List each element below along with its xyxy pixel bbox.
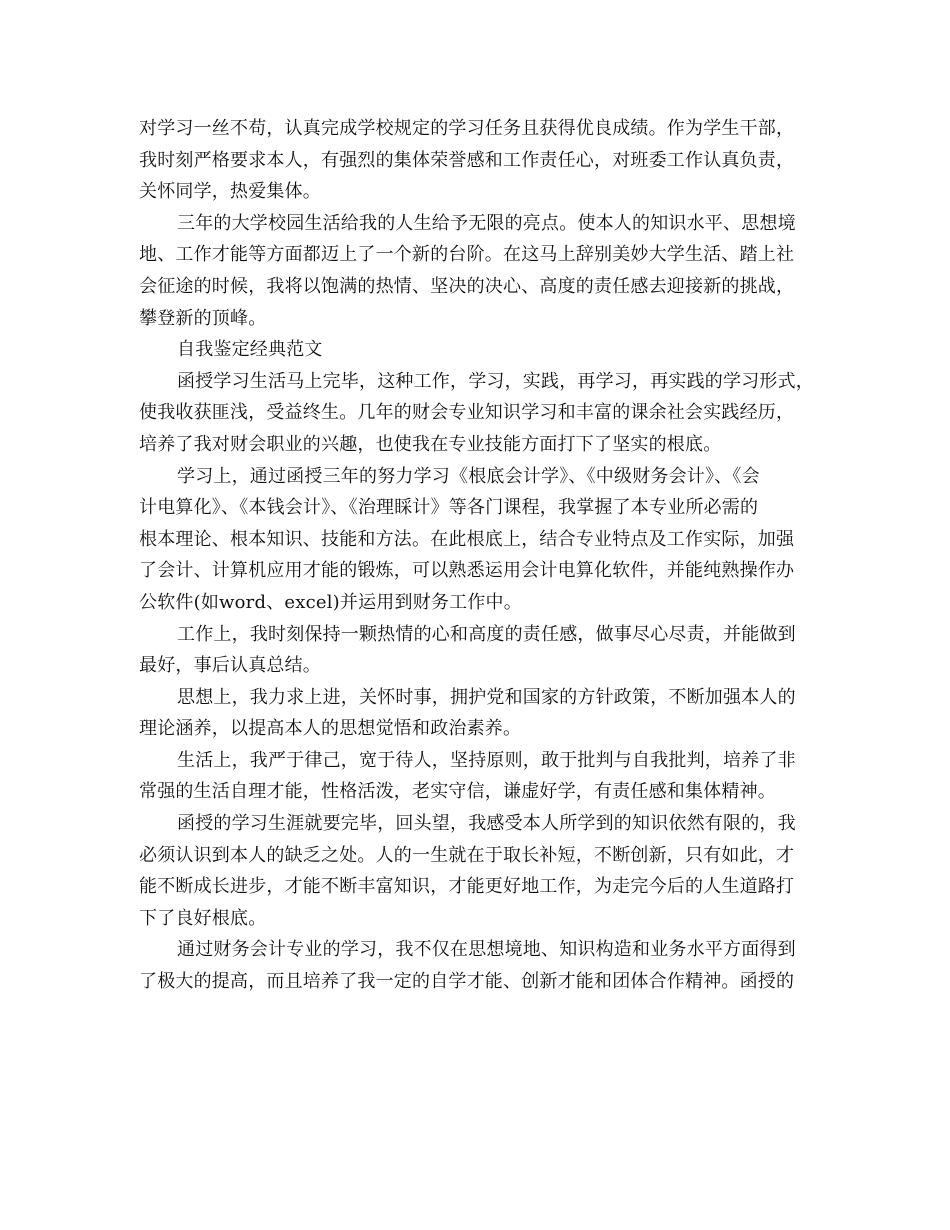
text-line: 地、工作才能等方面都迈上了一个新的台阶。在这马上辞别美妙大学生活、踏上社 bbox=[139, 244, 795, 266]
text-line: 我时刻严格要求本人，有强烈的集体荣誉感和工作责任心，对班委工作认真负责， bbox=[139, 149, 795, 171]
text-line: 学习上，通过函授三年的努力学习《根底会计学》、《中级财务会计》、《会 bbox=[177, 465, 760, 487]
text-line: 对学习一丝不苟，认真完成学校规定的学习任务且获得优良成绩。作为学生干部， bbox=[139, 118, 795, 139]
text-line: 使我收获匪浅，受益终生。几年的财会专业知识学习和丰富的课余社会实践经历， bbox=[139, 402, 795, 424]
document-body bbox=[139, 113, 819, 998]
text-line: 生活上，我严于律己，宽于待人，坚持原则，敢于批判与自我批判，培养了非 bbox=[177, 749, 796, 771]
text-line: 计电算化》、《本钱会计》、《治理睬计》等各门课程，我掌握了本专业所必需的 bbox=[139, 497, 759, 519]
text-line: 能不断成长进步，才能不断丰富知识，才能更好地工作，为走完今后的人生道路打 bbox=[139, 876, 795, 898]
text-line: 自我鉴定经典范文 bbox=[177, 339, 323, 361]
text-line: 通过财务会计专业的学习，我不仅在思想境地、知识构造和业务水平方面得到 bbox=[177, 939, 796, 961]
text-line: 最好，事后认真总结。 bbox=[139, 655, 321, 677]
text-line: 必须认识到本人的缺乏之处。人的一生就在于取长补短，不断创新，只有如此，才 bbox=[139, 844, 795, 866]
text-line: 常强的生活自理才能，性格活泼，老实守信，谦虚好学，有责任感和集体精神。 bbox=[139, 781, 776, 803]
text-line: 攀登新的顶峰。 bbox=[139, 307, 267, 329]
text-line: 三年的大学校园生活给我的人生给予无限的亮点。使本人的知识水平、思想境 bbox=[177, 212, 796, 234]
text-line: 函授学习生活马上完毕，这种工作，学习，实践，再学习，再实践的学习形式， bbox=[177, 370, 814, 392]
text-line: 公软件(如word、excel)并运用到财务工作中。 bbox=[139, 591, 522, 613]
text-line: 工作上，我时刻保持一颗热情的心和高度的责任感，做事尽心尽责，并能做到 bbox=[177, 623, 796, 645]
text-line: 函授的学习生涯就要完毕，回头望，我感受本人所学到的知识依然有限的，我 bbox=[177, 813, 796, 835]
text-line: 关怀同学，热爱集体。 bbox=[139, 181, 321, 203]
text-line: 理论涵养，以提高本人的思想觉悟和政治素养。 bbox=[139, 718, 522, 740]
text-line: 了极大的提高，而且培养了我一定的自学才能、创新才能和团体合作精神。函授的 bbox=[139, 971, 795, 993]
text-line: 会征途的时候，我将以饱满的热情、坚决的决心、高度的责任感去迎接新的挑战， bbox=[139, 275, 795, 297]
text-line: 下了良好根底。 bbox=[139, 907, 267, 929]
text-line: 培养了我对财会职业的兴趣，也使我在专业技能方面打下了坚实的根底。 bbox=[139, 433, 722, 455]
text-line: 根本理论、根本知识、技能和方法。在此根底上，结合专业特点及工作实际，加强 bbox=[139, 528, 795, 550]
text-line: 思想上，我力求上进，关怀时事，拥护党和国家的方针政策，不断加强本人的 bbox=[177, 686, 796, 708]
text-line: 了会计、计算机应用才能的锻炼，可以熟悉运用会计电算化软件，并能纯熟操作办 bbox=[139, 560, 795, 582]
